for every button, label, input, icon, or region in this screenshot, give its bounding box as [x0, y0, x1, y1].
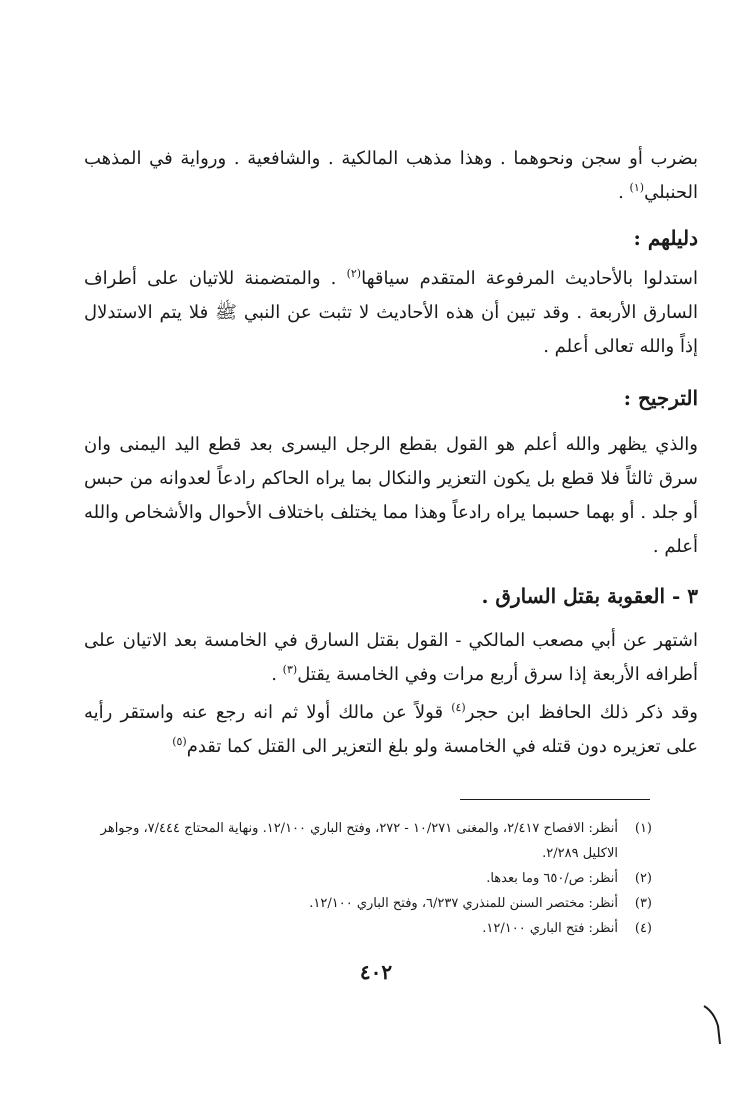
footnote-ref-1[interactable]: (١) — [629, 181, 645, 194]
footnote-item — [100, 916, 652, 941]
footnote-ref-5[interactable]: (٥) — [172, 735, 187, 748]
paragraph-madhhab: بضرب أو سجن ونحوهما . وهذا مذهب المالكية . والشافعية . ورواية في المذهب الحنبلي$^{(١)}$ . — [84, 148, 698, 203]
footnote-number: (١) — [634, 821, 652, 836]
heading-section-3: ٣ - العقوبة بقتل السارق . — [481, 584, 698, 608]
paragraph-ibn-hajar: وقد ذكر ذلك الحافظ ابن حجر$^{(٤)}$ قولاً عن مالك أولا ثم انه رجع عنه واستقر رأيه على تعزيره دون قتله في الخامسة ولو بلغ التعزير الى القتل كما تقدم$^{(٥)}$ — [84, 701, 698, 757]
footnote-number: (٣) — [634, 896, 652, 911]
footnote-text: أنظر: الافصاح ٢/٤١٧، والمغنى ١٠/٢٧١ - ٢٧٢، وفتح الباري ١٢/١٠٠. ونهاية المحتاج ٧/٤٤٤، وجواهر الاكليل ٢/٢٨٩. — [100, 821, 618, 861]
footnote-item — [100, 816, 652, 866]
footnote-ref-3[interactable]: (٣) — [282, 663, 298, 676]
footnote-ref-4[interactable]: (٤) — [451, 701, 466, 714]
footnote-text: أنظر: مختصر السنن للمنذري ٦/٢٣٧، وفتح الباري ١٢/١٠٠. — [309, 896, 618, 911]
footnote-separator — [460, 799, 650, 800]
heading-dalilahum: دليلهم : — [633, 226, 698, 250]
footnotes-list — [100, 816, 652, 941]
heading-tarjih: الترجيح : — [623, 386, 698, 410]
page-number: ٤٠٢ — [359, 960, 393, 984]
paragraph-evidence: استدلوا بالأحاديث المرفوعة المتقدم سياقها$^{(٢)}$ . والمتضمنة للاتيان على أطراف السارق الأربعة . وقد تبين أن هذه الأحاديث لا تثبت عن النبي ﷺ فلا يتم الاستدلال إذاً والله تعالى أعلم . — [84, 267, 699, 357]
footnote-item — [100, 891, 652, 916]
footnote-item — [100, 866, 652, 891]
paragraph-preference: والذي يظهر والله أعلم هو القول بقطع الرجل اليسرى بعد قطع اليد اليمنى وان سرق ثالثاً فلا قطع بل يكون التعزير والنكال بما يراه الحاكم رادعاً لعدوانه من حبس أو جلد . أو بهما حسبما يراه رادعاً وهذا مما يختلف باختلاف الأحوال والأشخاص والله أعلم . — [84, 434, 698, 557]
footnote-text: أنظر: ص/٦٥٠ وما بعدها. — [486, 871, 618, 886]
footnote-ref-2[interactable]: (٢) — [346, 267, 362, 280]
page-corner-mark — [700, 1000, 730, 1050]
footnote-number: (٤) — [634, 921, 652, 936]
paragraph-abu-musab: اشتهر عن أبي مصعب المالكي - القول بقتل السارق في الخامسة بعد الاتيان على أطرافه الأربعة إذا سرق أربع مرات وفي الخامسة يقتل$^{(٣)}$ . — [84, 630, 698, 685]
footnote-number: (٢) — [634, 871, 652, 886]
footnote-text: أنظر: فتح الباري ١٢/١٠٠. — [482, 921, 618, 936]
